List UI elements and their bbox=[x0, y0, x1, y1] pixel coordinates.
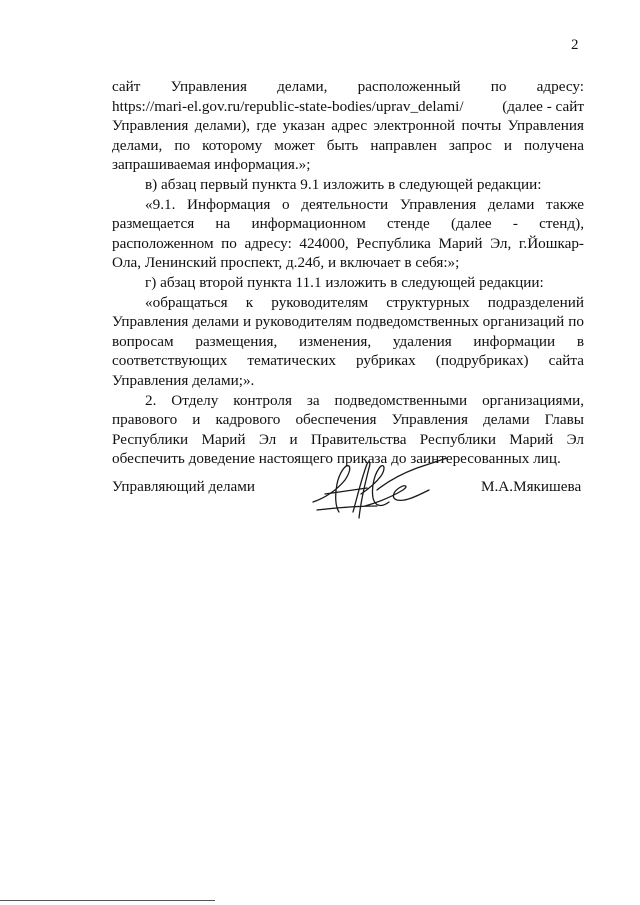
website-url-suffix: (далее - сайт bbox=[502, 97, 584, 115]
paragraph-9-1-text: «9.1. Информация о деятельности Управления делами также размещается на информационном стенде (далее - стенд), расположенном по адресу: 424000, Республика Марий Эл, г.Йошкар-Ола, Ленинский проспект, д.24б, и включает в себя:»; bbox=[112, 195, 584, 272]
handwritten-signature bbox=[305, 450, 455, 530]
page-number: 2 bbox=[571, 37, 579, 53]
paragraph-clause-v: в) абзац первый пункта 9.1 изложить в следующей редакции: bbox=[145, 175, 542, 193]
signatory-name: М.А.Мякишева bbox=[481, 478, 582, 495]
paragraph-website-link-line bbox=[112, 97, 584, 117]
footer-rule bbox=[0, 900, 215, 901]
paragraph-website-line1: сайт Управления делами, расположенный по адресу: bbox=[112, 78, 584, 95]
paragraph-website-rest: Управления делами), где указан адрес электронной почты Управления делами, по которому может быть направлен запрос и получена запрашиваемая информация.»; bbox=[112, 117, 584, 174]
paragraph-item-2: 2. Отделу контроля за подведомственными организациями, правового и кадрового обеспечения Управления делами Главы Республики Марий Эл и Правительства Республики Марий Эл обеспечить доведение настоящего приказа до заинтересованных лиц. bbox=[112, 391, 584, 468]
signatory-role: Управляющий делами bbox=[112, 478, 256, 495]
paragraph-11-1-text: «обращаться к руководителям структурных подразделений Управления делами и руководителям подведомственных организаций по вопросам размещения, изменения, удаления информации в соответствующих тематических рубриках (подрубриках) сайта Управления делами;». bbox=[112, 293, 584, 389]
document-body bbox=[112, 77, 584, 469]
paragraph-clause-g: г) абзац второй пункта 11.1 изложить в следующей редакции: bbox=[145, 273, 544, 291]
website-url[interactable]: https://mari-el.gov.ru/republic-state-bodies/uprav_delami/ bbox=[112, 97, 464, 115]
